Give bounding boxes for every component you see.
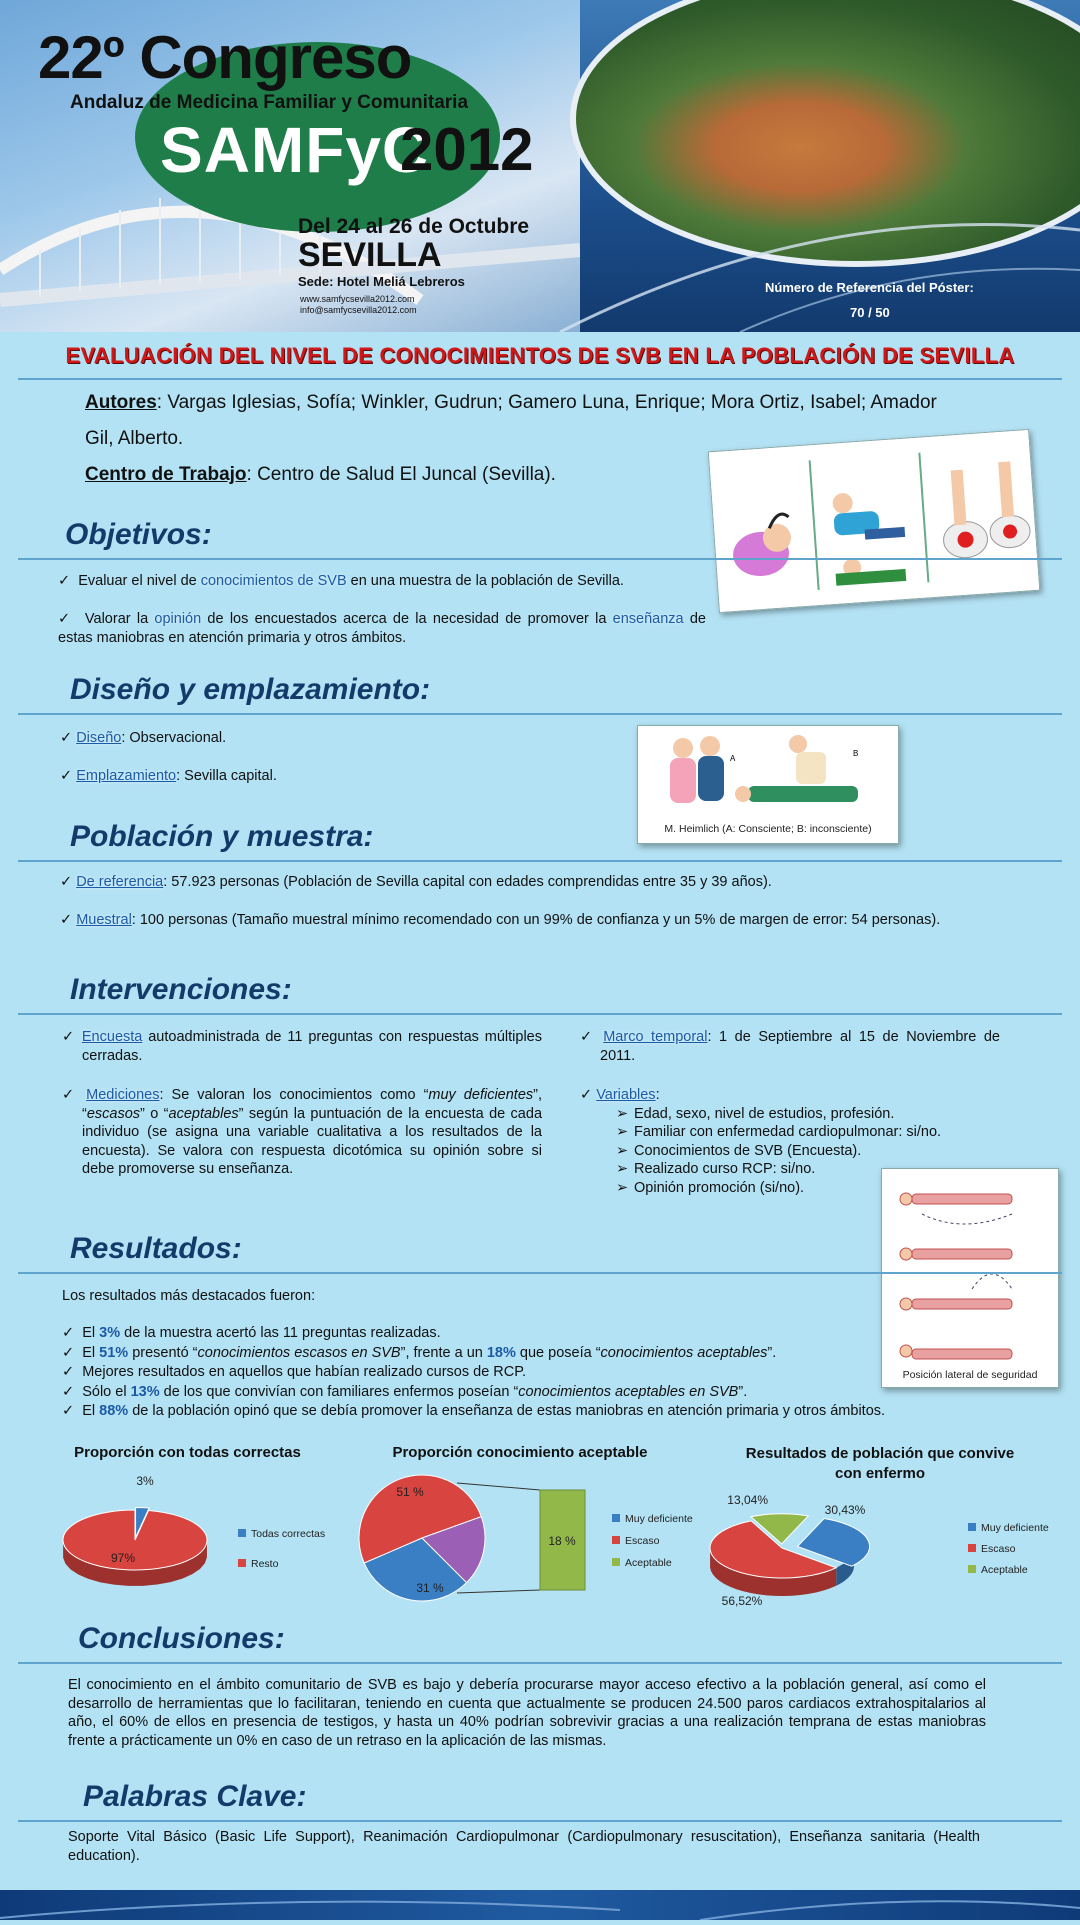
legend-swatch xyxy=(612,1514,620,1522)
authors-names-cont: Gil, Alberto. xyxy=(85,428,184,449)
cpr-illustration xyxy=(708,429,1041,613)
poster-ref-label: Número de Referencia del Póster: xyxy=(765,280,974,295)
check-icon: ✓ xyxy=(60,730,77,746)
check-icon: ✓ xyxy=(62,1403,79,1419)
check-icon: ✓ xyxy=(62,1364,79,1380)
resultado-item: ✓ El 88% de la población opinó que se debía promover la enseñanza de estas maniobras en atención primaria y otros ámbitos. xyxy=(62,1403,886,1419)
objetivo-item-1: ✓ Evaluar el nivel de conocimientos de SVB en una muestra de la población de Sevilla. xyxy=(58,573,624,589)
list-item: ➢ Conocimientos de SVB (Encuesta). xyxy=(616,1142,980,1161)
list-item: ➢ Realizado curso RCP: si/no. xyxy=(616,1160,980,1179)
work-center-label: Centro de Trabajo xyxy=(85,464,247,485)
check-icon: ✓ xyxy=(580,1087,597,1103)
data-label: 56,52% xyxy=(721,1594,763,1608)
check-icon: ✓ xyxy=(58,611,79,627)
data-label: 97% xyxy=(110,1551,136,1565)
legend-label: Resto xyxy=(251,1558,279,1570)
intervencion-encuesta: ✓ Encuesta autoadministrada de 11 preguntas con respuestas múltiples cerradas. xyxy=(62,1029,542,1064)
poblacion-item-2: ✓ Muestral: 100 personas (Tamaño muestral mínimo recomendado con un 99% de confianza y un 5% de margen de error: 54 personas). xyxy=(60,912,941,928)
legend-label: Escaso xyxy=(625,1535,660,1547)
list-item: ➢ Edad, sexo, nivel de estudios, profesión. xyxy=(616,1105,980,1124)
check-icon: ✓ xyxy=(62,1029,82,1045)
congress-year: 2012 xyxy=(400,116,534,183)
header-banner xyxy=(0,0,1080,332)
lateral-position-caption: Posición lateral de seguridad xyxy=(902,1369,1038,1381)
poster-ref-value: 70 / 50 xyxy=(850,305,890,320)
legend-label: Muy deficiente xyxy=(625,1513,693,1525)
data-label: 18 % xyxy=(548,1534,576,1548)
check-icon: ✓ xyxy=(580,1029,604,1045)
legend-swatch xyxy=(968,1544,976,1552)
divider xyxy=(18,1820,1062,1822)
chart3-title: Resultados de población que convive con enfermo xyxy=(745,1445,1015,1482)
list-item: ➢ Familiar con enfermedad cardiopulmonar: si/no. xyxy=(616,1123,980,1142)
congress-subtitle: Andaluz de Medicina Familiar y Comunitaria xyxy=(70,92,469,113)
section-heading-conclusiones: Conclusiones: xyxy=(78,1622,285,1655)
intervencion-mediciones: ✓ Mediciones: Se valoran los conocimientos como “muy deficientes”, “escasos” o “aceptables” según la puntuación de la encuesta de cada individuo (se asigna una variable cualitativa a los resultados de la encuesta). Se valora con respuesta dicotómica su opinión sobre si debe promoverse su enseñanza. xyxy=(62,1087,543,1177)
legend-label: Muy deficiente xyxy=(981,1522,1049,1534)
diseno-item-1: ✓ Diseño: Observacional. xyxy=(60,730,227,746)
cpr-steps-icon xyxy=(709,430,1039,612)
resultado-item: ✓ El 3% de la muestra acertó las 11 preguntas realizadas. xyxy=(62,1325,441,1341)
legend-label: Aceptable xyxy=(981,1564,1028,1576)
data-label: 3% xyxy=(136,1474,154,1488)
legend-label: Escaso xyxy=(981,1543,1016,1555)
divider xyxy=(18,378,1062,380)
check-icon: ✓ xyxy=(60,768,77,784)
resultados-list xyxy=(62,1324,1022,1422)
palabras-clave-text: Soporte Vital Básico (Basic Life Support), Reanimación Cardiopulmonar (Cardiopulmonary resuscitation), Enseñanza sanitaria (Health education). xyxy=(68,1829,980,1864)
chart1-pie xyxy=(55,1470,355,1600)
divider xyxy=(18,558,1062,560)
resultado-item: ✓ El 51% presentó “conocimientos escasos en SVB”, frente a un 18% que poseía “conocimientos aceptables”. xyxy=(62,1344,777,1361)
section-heading-resultados: Resultados: xyxy=(70,1232,242,1265)
congress-dates: Del 24 al 26 de Octubre xyxy=(298,215,530,238)
footer-band xyxy=(0,1890,1080,1920)
authors-names: : Vargas Iglesias, Sofía; Winkler, Gudrun; Gamero Luna, Enrique; Mora Ortiz, Isabel; Amador xyxy=(156,392,937,413)
legend-swatch xyxy=(238,1529,246,1537)
samfyc-logo: SAMFyC xyxy=(160,114,430,186)
legend-swatch xyxy=(238,1559,246,1567)
diseno-item-2: ✓ Emplazamiento: Sevilla capital. xyxy=(60,768,277,784)
resultados-intro: Los resultados más destacados fueron: xyxy=(62,1288,316,1304)
legend-label: Aceptable xyxy=(625,1557,672,1569)
check-icon: ✓ xyxy=(62,1344,79,1361)
check-icon: ✓ xyxy=(60,912,77,928)
check-icon: ✓ xyxy=(58,573,75,589)
check-icon: ✓ xyxy=(60,874,77,890)
chart2-title: Proporción conocimiento aceptable xyxy=(392,1444,648,1461)
intervencion-variables: ✓ Variables: ➢ Edad, sexo, nivel de estudios, profesión. ➢ Familiar con enfermedad cardiopulmonar: si/no. ➢ Conocimientos de SVB (Encuesta). ➢ Realizado curso RCP: si/no. ➢ Opinión promoción (si/no). xyxy=(580,1086,980,1197)
divider xyxy=(18,1662,1062,1664)
divider xyxy=(18,1013,1062,1015)
divider xyxy=(18,1272,1062,1274)
resultado-item: ✓ Mejores resultados en aquellos que habían realizado cursos de RCP. xyxy=(62,1364,527,1380)
section-heading-palabras-clave: Palabras Clave: xyxy=(83,1780,307,1813)
heimlich-illustration xyxy=(637,725,899,844)
list-item: ➢ Opinión promoción (si/no). xyxy=(616,1179,980,1198)
authors-label: Autores xyxy=(85,392,157,413)
poblacion-item-1: ✓ De referencia: 57.923 personas (Población de Sevilla capital con edades comprendidas entre 35 y 39 años). xyxy=(60,874,772,890)
section-heading-diseno: Diseño y emplazamiento: xyxy=(70,673,431,706)
congress-email: info@samfycsevilla2012.com xyxy=(300,305,417,315)
check-icon: ✓ xyxy=(62,1087,87,1103)
data-label: 51 % xyxy=(396,1485,424,1499)
divider xyxy=(18,860,1062,862)
data-label: 30,43% xyxy=(824,1503,866,1517)
congress-venue: Sede: Hotel Meliá Lebreros xyxy=(298,274,465,289)
chart1-title: Proporción con todas correctas xyxy=(74,1444,301,1461)
heimlich-caption: M. Heimlich (A: Consciente; B: inconsciente) xyxy=(664,823,872,835)
legend-label: Todas correctas xyxy=(251,1528,326,1540)
section-heading-intervenciones: Intervenciones: xyxy=(70,973,292,1006)
data-label: 31 % xyxy=(416,1581,444,1595)
work-center-value: : Centro de Salud El Juncal (Sevilla). xyxy=(246,464,556,485)
resultado-item: ✓ Sólo el 13% de los que convivían con familiares enfermos poseían “conocimientos aceptables en SVB”. xyxy=(62,1383,748,1400)
poster-title: EVALUACIÓN DEL NIVEL DE CONOCIMIENTOS DE SVB EN LA POBLACIÓN DE SEVILLA xyxy=(65,343,1015,368)
intervencion-marco: ✓ Marco temporal: 1 de Septiembre al 15 de Noviembre de 2011. xyxy=(580,1029,1000,1064)
legend-swatch xyxy=(612,1558,620,1566)
footer-swoosh xyxy=(0,1890,1080,1920)
connector-line xyxy=(457,1483,540,1490)
chart2-pie xyxy=(350,1470,720,1605)
legend-swatch xyxy=(968,1523,976,1531)
section-heading-poblacion: Población y muestra: xyxy=(70,820,374,853)
check-icon: ✓ xyxy=(62,1325,79,1341)
congress-contacts xyxy=(300,294,417,316)
congress-web: www.samfycsevilla2012.com xyxy=(300,294,415,304)
legend-swatch xyxy=(612,1536,620,1544)
data-label: 13,04% xyxy=(727,1493,768,1507)
congress-city: SEVILLA xyxy=(298,236,442,274)
congress-title: 22º Congreso xyxy=(38,24,412,91)
svg-text:A: A xyxy=(730,754,736,763)
chart3-pie xyxy=(700,1490,1060,1615)
section-heading-objetivos: Objetivos: xyxy=(65,518,212,551)
objetivo-item-2: ✓ Valorar la opinión de los encuestados acerca de la necesidad de promover la enseñanza de estas maniobras en atención primaria y otros ámbitos. xyxy=(58,611,706,646)
conclusiones-text: El conocimiento en el ámbito comunitario de SVB es bajo y debería procurarse mayor acceso efectivo a la población general, así como el desarrollo de herramientas que lo facilitaran, teniendo en cuenta que actualmente se producen 24.500 paros cardiacos extrahospitalarios al año, el 60% de ellos en presencia de testigos, y hasta un 40% podrían sobrevivir gracias a una realización temprana de estas maniobras frente a prácticamente un 0% en caso de un retraso en la aplicación de las mismas. xyxy=(68,1677,986,1749)
divider xyxy=(18,713,1062,715)
connector-line xyxy=(457,1590,540,1593)
heimlich-icon xyxy=(638,726,898,821)
svg-text:B: B xyxy=(853,749,859,758)
legend-swatch xyxy=(968,1565,976,1573)
check-icon: ✓ xyxy=(62,1383,79,1400)
